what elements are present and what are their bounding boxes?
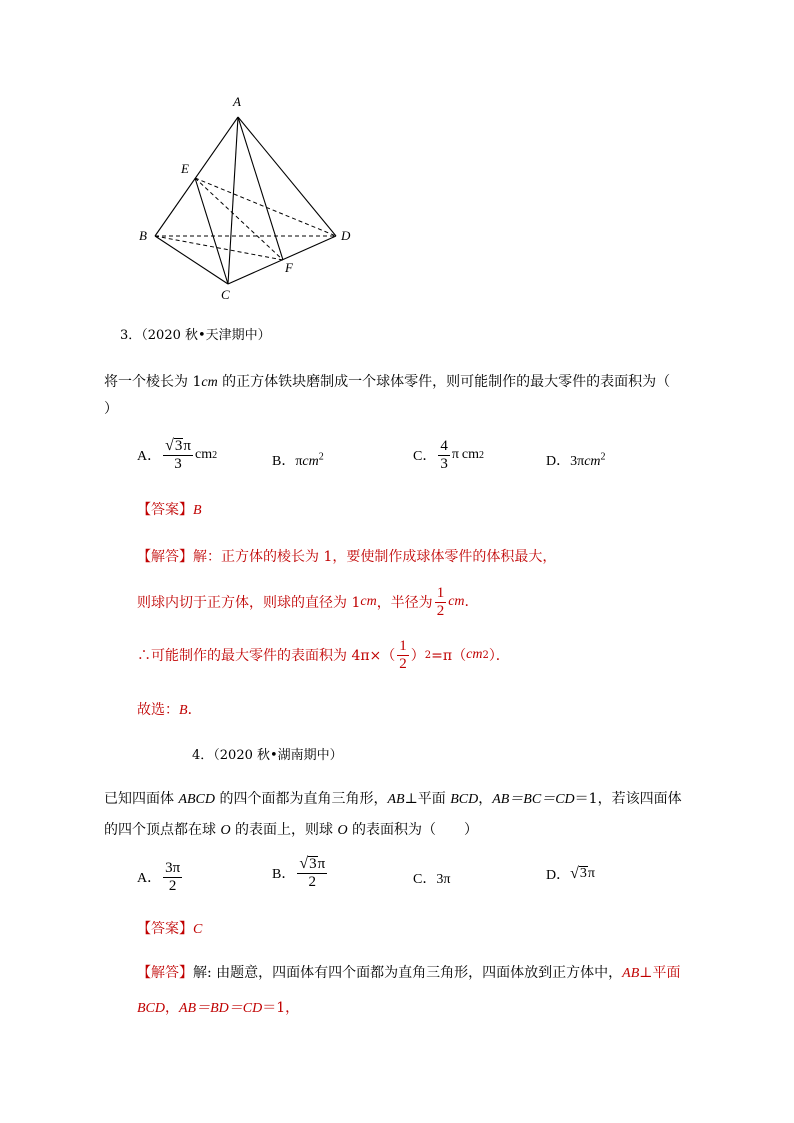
q3-header: 3．（2020 秋•天津期中） bbox=[120, 328, 271, 343]
label-a: A bbox=[233, 94, 241, 109]
label-c: C bbox=[221, 287, 230, 302]
edge-ad bbox=[238, 117, 336, 236]
q3-stem-line2: ） bbox=[104, 401, 118, 417]
label-b: B bbox=[139, 228, 147, 243]
label-d: D bbox=[341, 228, 351, 243]
tetrahedron-figure bbox=[130, 90, 370, 305]
q4-option-a: A． $\frac{3\pi}{2}$ bbox=[137, 860, 181, 894]
q4-option-d: D． √ 3 π bbox=[546, 865, 595, 883]
q4-option-b: B． √ 3 π 2 bbox=[272, 855, 326, 890]
q3-analysis-line2: 则球内切于正方体，则球的直径为 1 cm ，半径为 $\frac{1}{2}$ cm . bbox=[137, 585, 469, 619]
q4-stem-line1: 已知四面体 ABCD 的四个面都为直角三角形，AB⊥平面 BCD，AB＝BC＝CD＝1，若该四面体 bbox=[104, 791, 682, 807]
q3-analysis-line1: 【解答】解：正方体的棱长为 1，要使制作成球体零件的体积最大， bbox=[137, 549, 557, 565]
label-e: E bbox=[181, 161, 189, 176]
q4-analysis-line2: BCD，AB＝BD＝CD＝1， bbox=[137, 1000, 300, 1016]
q3-option-d: D．3πcm$^2$ bbox=[546, 451, 606, 469]
q4-option-c: C．3π bbox=[413, 872, 451, 887]
q4-header: 4．（2020 秋•湖南期中） bbox=[192, 748, 343, 763]
q3-analysis-line3: ∴可能制作的最大零件的表面积为 4π×（ $\frac{1}{2}$ ） 2 =π（ cm 2 ）． bbox=[137, 638, 510, 672]
q4-answer: 【答案】C bbox=[137, 921, 203, 937]
edge-ab bbox=[155, 117, 238, 236]
q3-stem-line1: 将一个棱长为 1cm 的正方体铁块磨制成一个球体零件，则可能制作的最大零件的表面积为（ bbox=[104, 374, 671, 390]
q3-answer: 【答案】B bbox=[137, 502, 202, 518]
label-f: F bbox=[285, 260, 293, 275]
q4-analysis-line1: 【解答】解: 由题意，四面体有四个面都为直角三角形，四面体放到正方体中，AB⊥平面 bbox=[137, 965, 681, 981]
q3-option-c: C． $\frac{4}{3}$ π cm 2 bbox=[413, 438, 485, 472]
q3-option-a: A． √ 3 π 3 cm 2 bbox=[137, 437, 218, 472]
edge-ac bbox=[228, 117, 238, 284]
edge-af bbox=[238, 117, 283, 260]
q3-option-b: B．πcm$^2$ bbox=[272, 451, 324, 469]
q3-conclusion: 故选：B． bbox=[137, 702, 202, 718]
q4-stem-line2: 的四个顶点都在球 O 的表面上，则球 O 的表面积为（ ） bbox=[104, 822, 479, 838]
edge-ed-dashed bbox=[195, 178, 336, 236]
